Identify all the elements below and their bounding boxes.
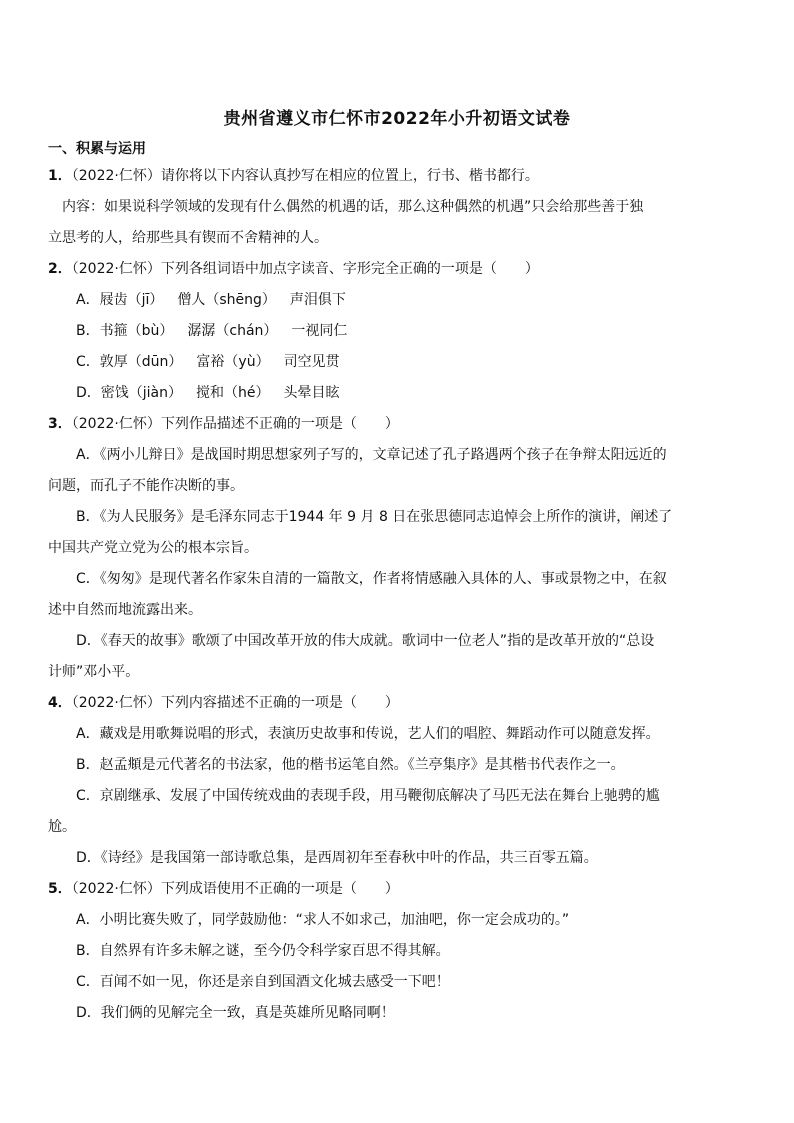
question-5	[48, 879, 399, 899]
q2-option-d: D．密饯（jiàn） 搅和（hé） 头晕目眩	[76, 385, 340, 401]
question-source: （2022·仁怀）	[71, 695, 161, 711]
q4-option-a: A．藏戏是用歌舞说唱的形式，表演历史故事和传说，艺人们的唱腔、舞蹈动作可以随意发挥。	[76, 726, 660, 742]
q3-option-c-cont: 述中自然而地流露出来。	[48, 602, 202, 618]
question-source: （2022·仁怀）	[71, 261, 161, 277]
q2-option-c: C．敦厚（dūn） 富裕（yù） 司空见贯	[76, 354, 340, 370]
q3-option-a-cont: 问题，而孔子不能作决断的事。	[48, 478, 244, 494]
question-4	[48, 693, 399, 713]
question-source: （2022·仁怀）	[71, 416, 161, 432]
q5-option-c: C．百闻不如一见，你还是亲自到国酒文化城去感受一下吧！	[76, 974, 450, 990]
question-1	[48, 166, 539, 186]
q1-content-line: 内容：如果说科学领域的发现有什么偶然的机遇的话，那么这种偶然的机遇”只会给那些善于独	[62, 199, 644, 215]
q2-option-a: A．屐齿（jī） 僧人（shēng） 声泪俱下	[76, 292, 346, 308]
question-number: 4．	[48, 695, 72, 711]
q3-option-c: C．《匆匆》是现代著名作家朱自清的一篇散文，作者将情感融入具体的人、事或景物之中，在叙	[76, 571, 667, 587]
q3-option-a: A．《两小儿辩日》是战国时期思想家列子写的，文章记述了孔子路遇两个孩子在争辩太阳远近的	[76, 447, 667, 463]
question-number: 5．	[48, 881, 72, 897]
q2-option-b: B．书箍（bù） 潺潺（chán） 一视同仁	[76, 323, 348, 339]
q4-option-c-cont: 尬。	[48, 819, 76, 835]
question-number: 3．	[48, 416, 72, 432]
q3-option-d: D．《春天的故事》歌颂了中国改革开放的伟大成就。歌词中一位老人”指的是改革开放的“总设	[76, 633, 655, 649]
section-heading: 一、积累与运用	[48, 141, 146, 157]
q5-option-b: B．自然界有许多未解之谜，至今仍令科学家百思不得其解。	[76, 943, 450, 959]
q5-option-d: D．我们俩的见解完全一致，真是英雄所见略同啊！	[76, 1005, 395, 1021]
question-2	[48, 259, 539, 279]
question-text: 下列内容描述不正确的一项是（ ）	[160, 695, 399, 711]
q4-option-c: C．京剧继承、发展了中国传统戏曲的表现手段，用马鞭彻底解决了马匹无法在舞台上驰骋的尴	[76, 788, 660, 804]
q1-content-line: 立思考的人，给那些具有锲而不舍精神的人。	[48, 230, 328, 246]
q5-option-a: A．小明比赛失败了，同学鼓励他：“求人不如求己，加油吧，你一定会成功的。”	[76, 912, 570, 928]
q4-option-b: B．赵孟頫是元代著名的书法家，他的楷书运笔自然。《兰亭集序》是其楷书代表作之一。	[76, 757, 625, 773]
question-source: （2022·仁怀）	[71, 168, 161, 184]
question-text: 下列作品描述不正确的一项是（ ）	[160, 416, 399, 432]
q4-option-d: D．《诗经》是我国第一部诗歌总集，是西周初年至春秋中叶的作品，共三百零五篇。	[76, 850, 598, 866]
page-title: 贵州省遵义市仁怀市2022年小升初语文试卷	[223, 109, 571, 129]
question-text: 下列成语使用不正确的一项是（ ）	[160, 881, 399, 897]
q3-option-b-cont: 中国共产党立党为公的根本宗旨。	[48, 540, 258, 556]
question-text: 请你将以下内容认真抄写在相应的位置上，行书、楷书都行。	[160, 168, 539, 184]
question-text: 下列各组词语中加点字读音、字形完全正确的一项是（ ）	[160, 261, 539, 277]
question-number: 2．	[48, 261, 72, 277]
question-source: （2022·仁怀）	[71, 881, 161, 897]
q3-option-d-cont: 计师”邓小平。	[48, 664, 140, 680]
question-3	[48, 414, 399, 434]
q3-option-b: B．《为人民服务》是毛泽东同志于1944 年 9 月 8 日在张思德同志追悼会上所作的演讲，阐述了	[76, 509, 673, 525]
question-number: 1．	[48, 168, 72, 184]
